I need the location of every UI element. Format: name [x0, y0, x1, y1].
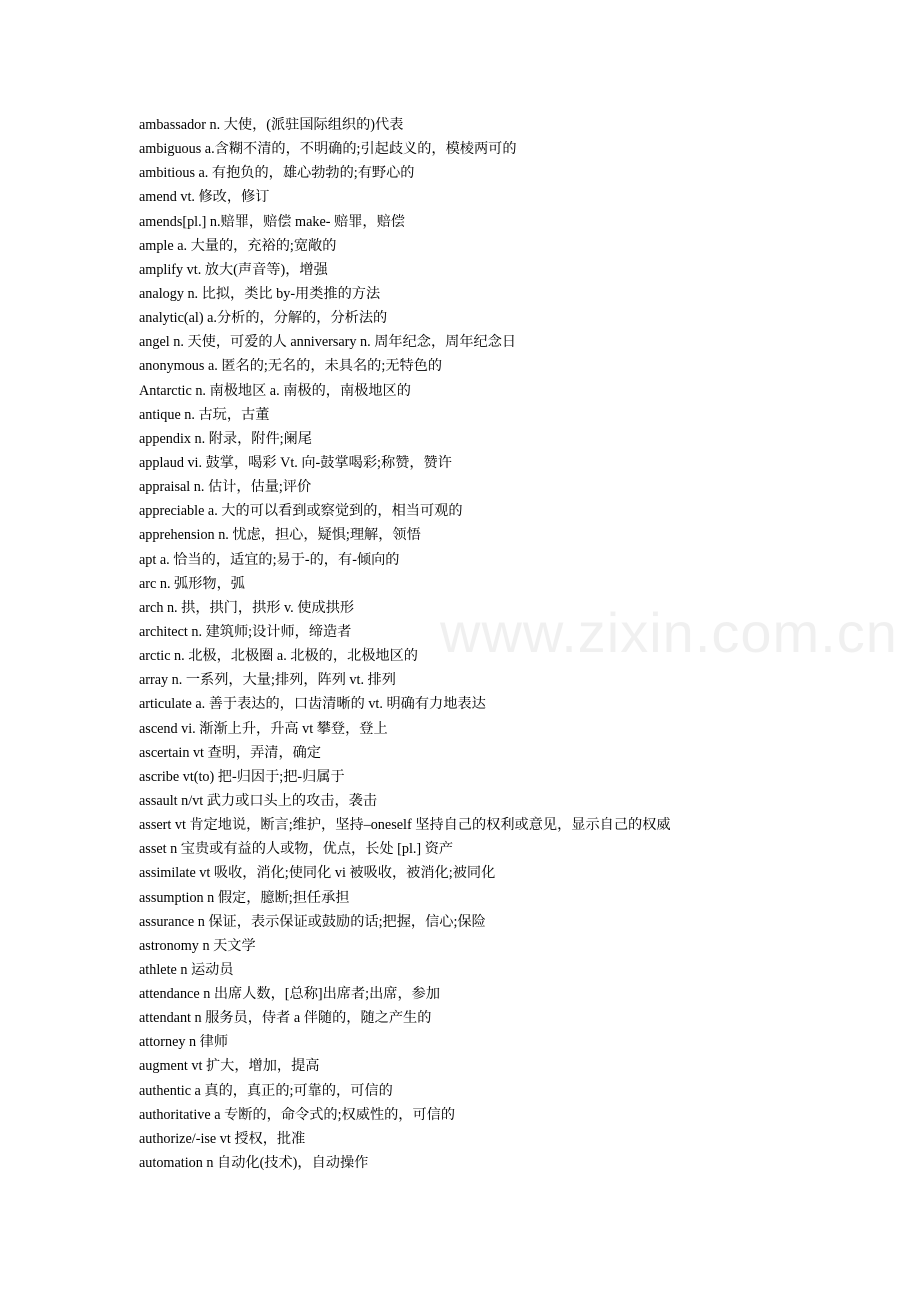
vocabulary-entry: assurance n 保证，表示保证或鼓励的话;把握，信心;保险 — [139, 913, 486, 930]
watermark: www.zixin.com.cn — [440, 601, 898, 664]
vocabulary-entry: attendance n 出席人数，[总称]出席者;出席，参加 — [139, 986, 441, 1003]
vocabulary-entry: astronomy n 天文学 — [139, 937, 256, 954]
vocabulary-entry: arctic n. 北极，北极圈 a. 北极的，北极地区的 — [139, 648, 418, 665]
vocabulary-entry: authentic a 真的，真正的;可靠的，可信的 — [139, 1082, 393, 1099]
vocabulary-entry: appendix n. 附录，附件;阑尾 — [139, 430, 312, 447]
vocabulary-entry: ambiguous a.含糊不清的，不明确的;引起歧义的，模棱两可的 — [139, 141, 517, 158]
vocabulary-entry: arch n. 拱，拱门，拱形 v. 使成拱形 — [139, 599, 355, 616]
vocabulary-entry: anonymous a. 匿名的;无名的，未具名的;无特色的 — [139, 358, 443, 375]
vocabulary-entry: array n. 一系列，大量;排列，阵列 vt. 排列 — [139, 672, 396, 689]
vocabulary-entry: angel n. 天使，可爱的人 anniversary n. 周年纪念，周年纪念日 — [139, 334, 517, 351]
vocabulary-entry: assimilate vt 吸收，消化;使同化 vi 被吸收，被消化;被同化 — [139, 865, 496, 882]
vocabulary-entry: asset n 宝贵或有益的人或物，优点，长处 [pl.] 资产 — [139, 841, 454, 858]
vocabulary-entry: arc n. 弧形物，弧 — [139, 575, 245, 592]
vocabulary-entry: Antarctic n. 南极地区 a. 南极的，南极地区的 — [139, 382, 411, 399]
vocabulary-entry: ample a. 大量的，充裕的;宽敞的 — [139, 237, 337, 254]
vocabulary-entry: antique n. 古玩，古董 — [139, 406, 270, 423]
vocabulary-entry: assert vt 肯定地说，断言;维护，坚持–oneself 坚持自己的权利或意见，显示自己的权威 — [139, 817, 671, 834]
vocabulary-entry: amend vt. 修改，修订 — [139, 189, 270, 206]
vocabulary-entry: analogy n. 比拟，类比 by-用类推的方法 — [139, 285, 381, 302]
vocabulary-entry: architect n. 建筑师;设计师，缔造者 — [139, 623, 352, 640]
vocabulary-entry: amplify vt. 放大(声音等)，增强 — [139, 261, 328, 278]
vocabulary-entry: assumption n 假定，臆断;担任承担 — [139, 889, 350, 906]
vocabulary-entry: ascertain vt 查明，弄清，确定 — [139, 744, 322, 761]
vocabulary-entry: ascend vi. 渐渐上升，升高 vt 攀登，登上 — [139, 720, 388, 737]
vocabulary-entry: assault n/vt 武力或口头上的攻击，袭击 — [139, 792, 378, 809]
vocabulary-entry: automation n 自动化(技术)，自动操作 — [139, 1155, 369, 1172]
vocabulary-entry: articulate a. 善于表达的，口齿清晰的 vt. 明确有力地表达 — [139, 696, 486, 713]
vocabulary-entry: augment vt 扩大，增加，提高 — [139, 1058, 320, 1075]
vocabulary-entry: attorney n 律师 — [139, 1034, 229, 1051]
vocabulary-entry: ascribe vt(to) 把-归因于;把-归属于 — [139, 768, 345, 785]
vocabulary-entry: appreciable a. 大的可以看到或察觉到的，相当可观的 — [139, 503, 463, 520]
vocabulary-entry: analytic(al) a.分析的，分解的，分析法的 — [139, 310, 388, 327]
vocabulary-entry: authorize/-ise vt 授权，批准 — [139, 1130, 306, 1147]
vocabulary-entry: apt a. 恰当的，适宜的;易于-的，有-倾向的 — [139, 551, 400, 568]
vocabulary-entry: amends[pl.] n.赔罪，赔偿 make- 赔罪，赔偿 — [139, 213, 405, 230]
vocabulary-entry: ambassador n. 大使，(派驻国际组织的)代表 — [139, 117, 404, 133]
vocabulary-entry: applaud vi. 鼓掌，喝彩 Vt. 向-鼓掌喝彩;称赞，赞许 — [139, 454, 452, 471]
vocabulary-entry: authoritative a 专断的，命令式的;权威性的，可信的 — [139, 1106, 456, 1123]
vocabulary-entry: athlete n 运动员 — [139, 961, 234, 978]
vocabulary-list — [139, 113, 879, 1175]
vocabulary-entry: ambitious a. 有抱负的，雄心勃勃的;有野心的 — [139, 165, 415, 182]
vocabulary-entry: apprehension n. 忧虑，担心，疑惧;理解，领悟 — [139, 527, 421, 544]
vocabulary-entry: appraisal n. 估计，估量;评价 — [139, 479, 312, 496]
vocabulary-entry: attendant n 服务员，侍者 a 伴随的，随之产生的 — [139, 1010, 432, 1027]
